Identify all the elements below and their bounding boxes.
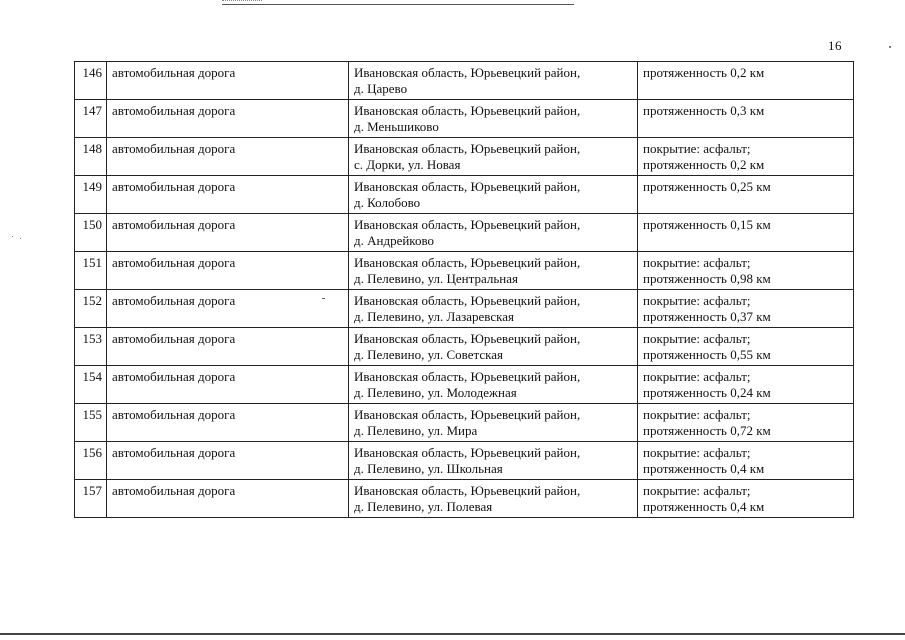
address-line-region: Ивановская область, Юрьевецкий район, xyxy=(354,65,581,80)
address-line-region: Ивановская область, Юрьевецкий район, xyxy=(354,103,581,118)
address-line-locality: д. Царево xyxy=(354,81,408,96)
characteristics-line-1: покрытие: асфальт; xyxy=(643,445,751,460)
characteristics-line-2: протяженность 0,24 км xyxy=(643,385,771,400)
characteristics-cell xyxy=(638,328,854,366)
address-cell xyxy=(349,328,638,366)
row-number: 153 xyxy=(82,331,102,346)
characteristics-cell xyxy=(638,176,854,214)
characteristics-line-2: протяженность 0,2 км xyxy=(643,157,765,172)
characteristics-line-1: покрытие: асфальт; xyxy=(643,483,751,498)
row-number-cell xyxy=(75,252,107,290)
object-name: автомобильная дорога xyxy=(112,217,236,232)
characteristics-cell xyxy=(638,290,854,328)
address-line-locality: д. Пелевино, ул. Лазаревская xyxy=(354,309,514,324)
characteristics-line-2: протяженность 0,37 км xyxy=(643,309,771,324)
row-number-cell xyxy=(75,404,107,442)
scan-speck xyxy=(12,236,13,237)
address-line-locality: д. Пелевино, ул. Советская xyxy=(354,347,503,362)
address-line-region: Ивановская область, Юрьевецкий район, xyxy=(354,445,581,460)
address-cell xyxy=(349,290,638,328)
object-name: автомобильная дорога xyxy=(112,179,236,194)
table-body xyxy=(75,62,854,518)
address-line-locality: д. Андрейково xyxy=(354,233,435,248)
address-line-locality: д. Пелевино, ул. Мира xyxy=(354,423,478,438)
object-name-cell xyxy=(107,442,349,480)
table-row xyxy=(75,176,854,214)
characteristics-cell xyxy=(638,366,854,404)
characteristics-cell xyxy=(638,214,854,252)
address-cell xyxy=(349,100,638,138)
row-number-cell xyxy=(75,442,107,480)
object-name: автомобильная дорога xyxy=(112,369,236,384)
object-name: автомобильная дорога xyxy=(112,255,236,270)
address-cell xyxy=(349,366,638,404)
address-cell xyxy=(349,252,638,290)
address-line-region: Ивановская область, Юрьевецкий район, xyxy=(354,255,581,270)
object-name-cell xyxy=(107,328,349,366)
address-line-region: Ивановская область, Юрьевецкий район, xyxy=(354,179,581,194)
object-name-cell xyxy=(107,480,349,518)
characteristics-cell xyxy=(638,252,854,290)
header-rule xyxy=(222,4,574,5)
table-row xyxy=(75,404,854,442)
row-number-cell xyxy=(75,100,107,138)
row-number-cell xyxy=(75,290,107,328)
table-row xyxy=(75,442,854,480)
row-number: 156 xyxy=(82,445,102,460)
table-row xyxy=(75,328,854,366)
road-registry-table xyxy=(74,61,854,518)
characteristics-line-2: протяженность 0,72 км xyxy=(643,423,771,438)
characteristics-line-2: протяженность 0,55 км xyxy=(643,347,771,362)
row-number: 149 xyxy=(82,179,102,194)
row-number: 154 xyxy=(82,369,102,384)
characteristics-cell xyxy=(638,404,854,442)
characteristics-line-2: протяженность 0,4 км xyxy=(643,499,765,514)
footer-rule xyxy=(0,633,905,635)
address-line-region: Ивановская область, Юрьевецкий район, xyxy=(354,369,581,384)
row-number: 146 xyxy=(82,65,102,80)
characteristics-line-1: протяженность 0,15 км xyxy=(643,217,771,232)
object-name-cell xyxy=(107,214,349,252)
object-name: автомобильная дорога xyxy=(112,65,236,80)
row-number: 157 xyxy=(82,483,102,498)
object-name-cell xyxy=(107,100,349,138)
row-number: 150 xyxy=(82,217,102,232)
address-line-locality: д. Пелевино, ул. Центральная xyxy=(354,271,518,286)
address-cell xyxy=(349,442,638,480)
table-row xyxy=(75,138,854,176)
address-line-locality: д. Пелевино, ул. Полевая xyxy=(354,499,493,514)
row-number: 155 xyxy=(82,407,102,422)
object-name-cell xyxy=(107,62,349,100)
row-number-cell xyxy=(75,214,107,252)
address-cell xyxy=(349,62,638,100)
characteristics-cell xyxy=(638,100,854,138)
address-line-region: Ивановская область, Юрьевецкий район, xyxy=(354,293,581,308)
address-cell xyxy=(349,138,638,176)
address-line-locality: д. Меньшиково xyxy=(354,119,439,134)
characteristics-cell xyxy=(638,442,854,480)
table-row xyxy=(75,100,854,138)
characteristics-line-2: протяженность 0,98 км xyxy=(643,271,771,286)
table-row xyxy=(75,366,854,404)
address-cell xyxy=(349,176,638,214)
address-line-locality: д. Пелевино, ул. Школьная xyxy=(354,461,503,476)
object-name-cell xyxy=(107,366,349,404)
address-line-locality: д. Пелевино, ул. Молодежная xyxy=(354,385,517,400)
address-line-locality: д. Колобово xyxy=(354,195,421,210)
characteristics-cell xyxy=(638,480,854,518)
object-name-cell xyxy=(107,176,349,214)
address-line-region: Ивановская область, Юрьевецкий район, xyxy=(354,217,581,232)
address-line-region: Ивановская область, Юрьевецкий район, xyxy=(354,483,581,498)
address-line-region: Ивановская область, Юрьевецкий район, xyxy=(354,331,581,346)
row-number: 148 xyxy=(82,141,102,156)
characteristics-line-1: покрытие: асфальт; xyxy=(643,141,751,156)
row-number: 147 xyxy=(82,103,102,118)
object-name-cell xyxy=(107,404,349,442)
page-number: 16 xyxy=(828,38,842,53)
object-name: автомобильная дорога xyxy=(112,331,236,346)
characteristics-line-1: покрытие: асфальт; xyxy=(643,255,751,270)
row-number-cell xyxy=(75,366,107,404)
table-row xyxy=(75,480,854,518)
address-cell xyxy=(349,214,638,252)
object-name: автомобильная дорога xyxy=(112,141,236,156)
row-number-cell xyxy=(75,62,107,100)
address-line-locality: с. Дорки, ул. Новая xyxy=(354,157,461,172)
characteristics-line-1: покрытие: асфальт; xyxy=(643,293,751,308)
characteristics-line-1: протяженность 0,3 км xyxy=(643,103,765,118)
characteristics-line-2: протяженность 0,4 км xyxy=(643,461,765,476)
address-cell xyxy=(349,480,638,518)
object-name: автомобильная дорога xyxy=(112,103,236,118)
characteristics-line-1: протяженность 0,25 км xyxy=(643,179,771,194)
characteristics-line-1: покрытие: асфальт; xyxy=(643,369,751,384)
header-dotted-mark xyxy=(222,0,262,1)
characteristics-cell xyxy=(638,62,854,100)
characteristics-cell xyxy=(638,138,854,176)
row-number-cell xyxy=(75,328,107,366)
address-line-region: Ивановская область, Юрьевецкий район, xyxy=(354,141,581,156)
object-name: автомобильная дорога xyxy=(112,407,236,422)
row-number: 152 xyxy=(82,293,102,308)
row-number-cell xyxy=(75,138,107,176)
object-name: автомобильная дорога xyxy=(112,293,236,308)
scan-speck xyxy=(889,46,891,48)
object-name: автомобильная дорога xyxy=(112,445,236,460)
object-name: автомобильная дорога xyxy=(112,483,236,498)
object-name-cell xyxy=(107,138,349,176)
address-cell xyxy=(349,404,638,442)
characteristics-line-1: покрытие: асфальт; xyxy=(643,331,751,346)
table-row xyxy=(75,214,854,252)
row-number: 151 xyxy=(82,255,102,270)
row-number-cell xyxy=(75,480,107,518)
characteristics-line-1: протяженность 0,2 км xyxy=(643,65,765,80)
object-name-cell xyxy=(107,290,349,328)
table-row xyxy=(75,290,854,328)
characteristics-line-1: покрытие: асфальт; xyxy=(643,407,751,422)
object-name-cell xyxy=(107,252,349,290)
table-row xyxy=(75,252,854,290)
address-line-region: Ивановская область, Юрьевецкий район, xyxy=(354,407,581,422)
table-row xyxy=(75,62,854,100)
scan-speck xyxy=(20,238,21,239)
row-number-cell xyxy=(75,176,107,214)
